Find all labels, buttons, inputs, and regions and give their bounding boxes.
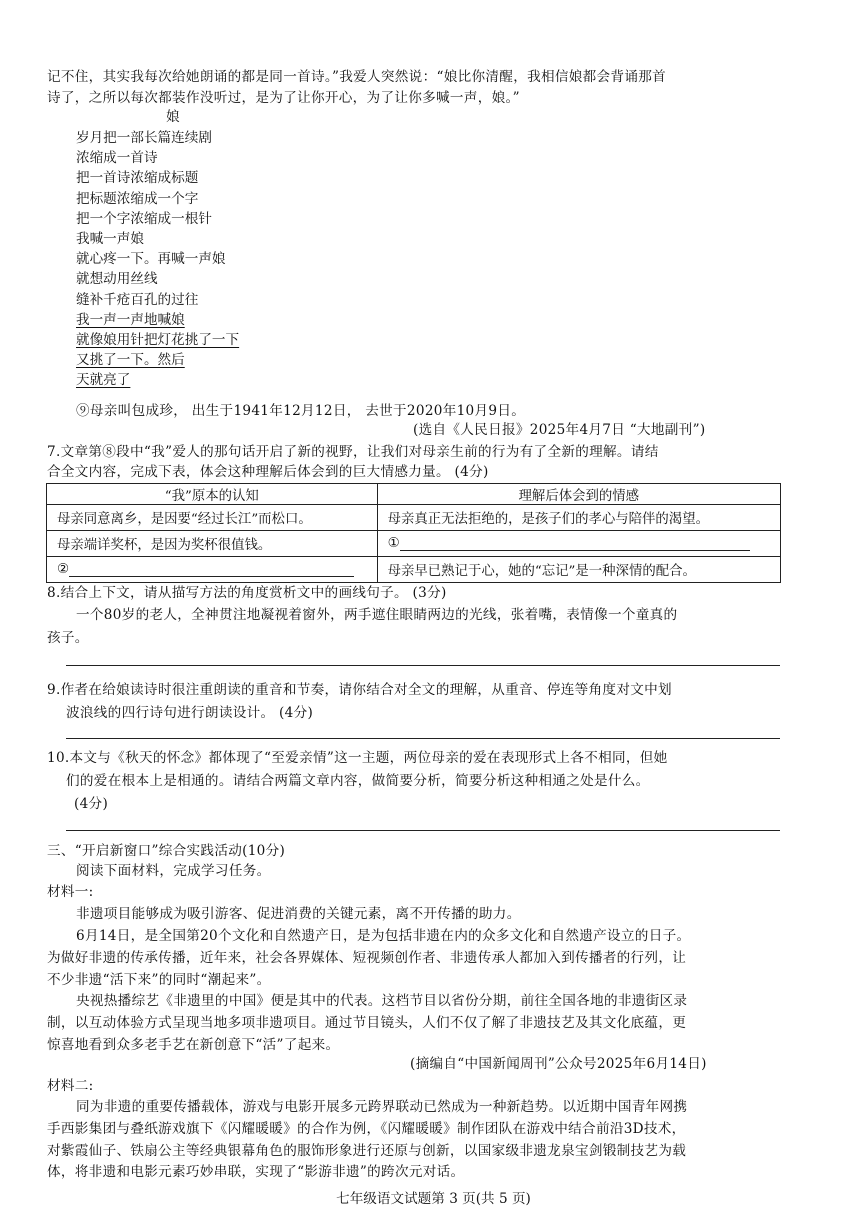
- source-citation: (选自《人民日报》2025年4月7日 “大地副刊”): [413, 422, 706, 438]
- blank-marker: ②: [57, 562, 70, 577]
- poem-line: 就想动用丝线: [76, 271, 158, 288]
- material-2-line: 手西影集团与叠纸游戏旗下《闪耀暖暖》的合作为例，《闪耀暖暖》制作团队在游戏中结合前沿3D技术，: [47, 1121, 686, 1137]
- table-header: 理解后体会到的情感: [377, 484, 780, 505]
- material-1-label: 材料一:: [47, 884, 94, 900]
- material-1-line: 6月14日，是全国第20个文化和自然遗产日，是为包括非遗在内的众多文化和自然遗产设立的日子。: [76, 928, 691, 944]
- material-2-label: 材料二:: [47, 1078, 94, 1094]
- material-1-line: 央视热播综艺《非遗里的中国》便是其中的代表。这档节目以省份分期，前往全国各地的非遗街区录: [76, 993, 688, 1009]
- material-1-line: 制，以互动体验方式呈现当地多项非遗项目。通过节目镜头，人们不仅了解了非遗技艺及其文化底蕴，更: [47, 1015, 687, 1031]
- section-3-instruction: 阅读下面材料，完成学习任务。: [76, 863, 271, 879]
- material-1-line: 非遗项目能够成为吸引游客、促进消费的关键元素，离不开传播的助力。: [76, 906, 521, 922]
- poem: [76, 128, 239, 391]
- paragraph-9: ⑨母亲叫包成珍， 出生于1941年12月12日， 去世于2020年10月9日。: [76, 403, 526, 419]
- table-row: [47, 531, 781, 557]
- material-2-line: 体，将非遗和电影元素巧妙串联，实现了“影游非遗”的跨次元对话。: [47, 1164, 465, 1180]
- table-row: [47, 557, 781, 583]
- table-cell-blank[interactable]: [47, 557, 378, 583]
- question-9-line-2: 波浪线的四行诗句进行朗读设计。 (4分): [66, 705, 314, 721]
- question-8: 8.结合上下文，请从描写方法的角度赏析文中的画线句子。 (3分): [47, 585, 447, 601]
- question-9-line-1: 9.作者在给娘读诗时很注重朗读的重音和节奏，请你结合对全文的理解，从重音、停连等角度对文中划: [47, 682, 672, 698]
- poem-title: 娘: [166, 109, 180, 125]
- poem-line: 把一首诗浓缩成标题: [76, 170, 199, 187]
- poem-line: 就心疼一下。再喊一声娘: [76, 251, 226, 268]
- material-2-line: 同为非遗的重要传播载体，游戏与电影开展多元跨界联动已然成为一种新趋势。以近期中国青年网携: [76, 1099, 688, 1115]
- table-cell: 母亲同意离乡，是因要“经过长江”而松口。: [47, 505, 378, 531]
- intro-line-2: 诗了，之所以每次都装作没听过，是为了让你开心，为了让你多喊一声，娘。”: [47, 90, 520, 106]
- answer-line[interactable]: [66, 830, 780, 831]
- answer-line[interactable]: [66, 738, 780, 739]
- table-row: [47, 505, 781, 531]
- table-cell: 母亲早已熟记于心，她的“忘记”是一种深情的配合。: [377, 557, 780, 583]
- question-10-line-1: 10.本文与《秋天的怀念》都体现了“至爱亲情”这一主题，两位母亲的爱在表现形式上各不相同，但她: [47, 750, 668, 766]
- answer-blank[interactable]: [69, 562, 354, 577]
- question-7-table: [46, 483, 781, 583]
- poem-wavy-line: 又挑了一下。然后: [76, 352, 185, 369]
- blank-marker: ①: [387, 536, 400, 551]
- poem-wavy-line: 天就亮了: [76, 372, 131, 389]
- table-cell: 母亲真正无法拒绝的，是孩子们的孝心与陪伴的渴望。: [377, 505, 780, 531]
- material-1-source: (摘编自“中国新闻周刊”公众号2025年6月14日): [410, 1056, 707, 1072]
- question-10-line-3: (4分): [74, 796, 109, 812]
- page-footer: 七年级语文试题第 3 页(共 5 页): [336, 1191, 531, 1207]
- poem-line: 浓缩成一首诗: [76, 150, 158, 167]
- poem-line: 我喊一声娘: [76, 231, 144, 248]
- poem-line: 缝补千疮百孔的过往: [76, 291, 199, 308]
- material-2-line: 对紫霞仙子、铁扇公主等经典银幕角色的服饰形象进行还原与创新，以国家级非遗龙泉宝剑锻制技艺为载: [47, 1143, 687, 1159]
- question-7-line-2: 合全文内容，完成下表，体会这种理解后体会到的巨大情感力量。 (4分): [47, 464, 489, 480]
- answer-blank[interactable]: [400, 536, 750, 551]
- table-header: “我”原本的认知: [47, 484, 378, 505]
- material-1-line: 惊喜地看到众多老手艺在新创意下“活”了起来。: [47, 1037, 340, 1053]
- poem-line: 岁月把一部长篇连续剧: [76, 130, 212, 146]
- table-cell: 母亲端详奖杯，是因为奖杯很值钱。: [47, 531, 378, 557]
- answer-line[interactable]: [66, 665, 780, 666]
- intro-line-1: 记不住，其实我每次给她朗诵的都是同一首诗。”我爱人突然说：“娘比你清醒，我相信娘都会背诵那首: [47, 69, 667, 85]
- section-3-title: 三、“开启新窗口”综合实践活动(10分): [47, 843, 286, 859]
- poem-wavy-line: 我一声一声地喊娘: [76, 311, 185, 328]
- table-cell-blank[interactable]: [377, 531, 780, 557]
- question-8-quote-line-2: 孩子。: [47, 630, 89, 646]
- material-1-line: 不少非遗“活下来”的同时“潮起来”。: [47, 972, 271, 988]
- question-7-line-1: 7.文章第⑧段中“我”爱人的那句话开启了新的视野，让我们对母亲生前的行为有了全新的理解。请结: [47, 444, 659, 460]
- poem-line: 把一个字浓缩成一根针: [76, 210, 212, 227]
- material-1-line: 为做好非遗的传承传播，近年来，社会各界媒体、短视频创作者、非遗传承人都加入到传播者的行列，让: [47, 950, 687, 966]
- poem-line: 把标题浓缩成一个字: [76, 190, 199, 207]
- poem-wavy-line: 就像娘用针把灯花挑了一下: [76, 332, 240, 349]
- question-8-quote-line-1: 一个80岁的老人，全神贯注地凝视着窗外，两手遮住眼睛两边的光线，张着嘴，表情像一个童真的: [76, 607, 678, 623]
- question-10-line-2: 们的爱在根本上是相通的。请结合两篇文章内容，做简要分析，简要分析这种相通之处是什么。: [66, 773, 650, 789]
